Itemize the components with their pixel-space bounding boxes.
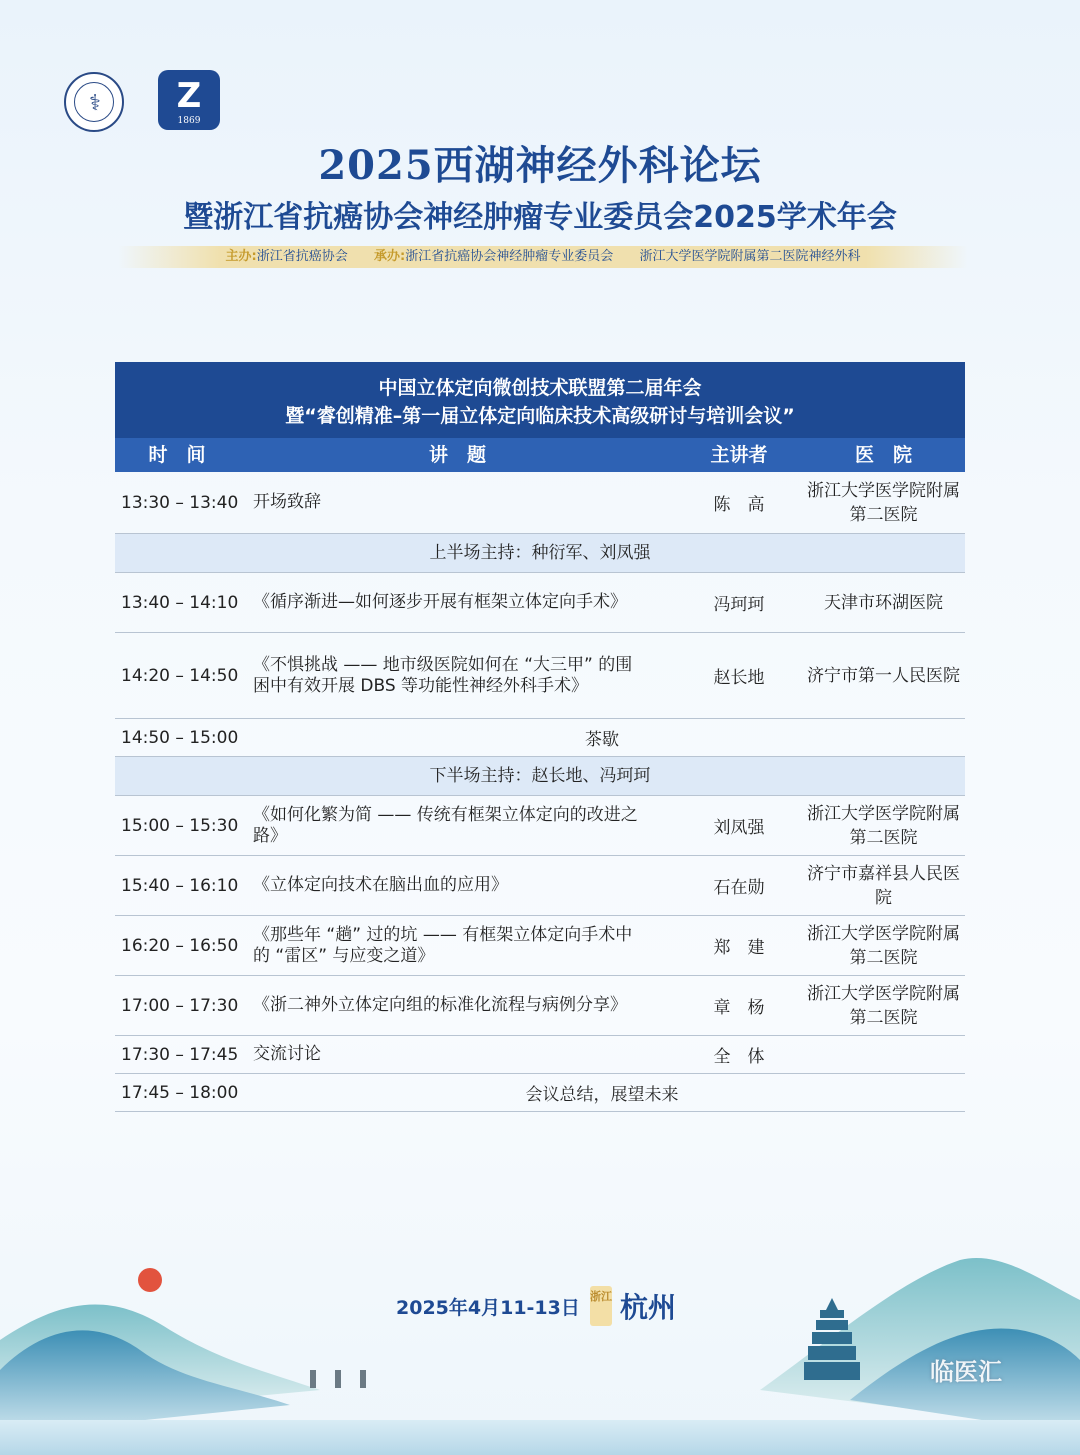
column-header-hospital: 医 院 [854,444,912,466]
association-logo [64,72,124,132]
row-time: 15:00 – 15:30 [121,815,239,836]
column-header-row [115,438,965,472]
lake-water [0,1420,1080,1455]
column-header-time: 时 间 [148,444,206,466]
table-row [115,1074,965,1112]
event-city: 杭州 [620,1291,677,1324]
caduceus-icon: ⚕ [89,90,101,116]
table-row [115,796,965,856]
row-time: 17:45 – 18:00 [121,1082,239,1103]
host-value: 浙江省抗癌协会 [256,249,348,264]
host-label: 主办: [225,249,257,264]
row-summary: 会议总结，展望未来 [525,1085,679,1105]
row-speaker: 郑 建 [713,938,765,958]
column-header-speaker: 主讲者 [710,444,768,466]
row-speaker: 冯珂珂 [713,595,765,615]
association-logo-ring [74,82,114,122]
table-row [115,1036,965,1074]
hospital-logo [158,70,220,130]
table-row [115,633,965,719]
organizer-label: 承办: [373,249,406,264]
schedule-title-line1: 中国立体定向微创技术联盟第二届年会 [378,377,702,399]
event-location [590,1286,676,1326]
row-hospital: 浙江大学医学院附属第二医院 [807,480,960,525]
sub-title: 暨浙江省抗癌协会神经肿瘤专业委员会2025学术年会 [183,200,897,235]
section-host-second-half: 下半场主持：赵长地、冯珂珂 [115,757,965,796]
row-speaker: 刘凤强 [713,818,765,838]
table-row [115,719,965,757]
table-row [115,916,965,976]
schedule-title-line2: 暨“睿创精准–第一届立体定向临床技术高级研讨与培训会议” [285,405,795,427]
row-speaker: 陈 高 [713,495,765,515]
row-speaker: 石在勋 [713,878,765,898]
section-host-first-half: 上半场主持：种衍军、刘凤强 [115,534,965,573]
schedule-title [115,362,965,438]
row-break: 茶歇 [585,730,619,750]
row-topic: 《如何化繁为简 —— 传统有框架立体定向的改进之路》 [253,804,638,846]
row-topic: 《不惧挑战 —— 地市级医院如何在 “大三甲” 的围困中有效开展 DBS 等功能性神经外科手术》 [253,654,633,696]
row-hospital: 浙江大学医学院附属第二医院 [807,803,960,848]
hospital-logo-year: 1869 [177,116,201,126]
row-topic: 开场致辞 [253,492,321,512]
row-speaker: 章 杨 [713,998,765,1018]
lake-towers-icon [310,1370,366,1388]
row-time: 17:30 – 17:45 [121,1044,239,1065]
row-topic: 《那些年 “趟” 过的坑 —— 有框架立体定向手术中的 “雷区” 与应变之道》 [253,924,633,966]
hospital-logo-letter: Z [176,76,202,116]
row-time: 15:40 – 16:10 [121,875,239,896]
pagoda-icon [804,1298,860,1380]
row-hospital: 天津市环湖医院 [824,592,943,613]
row-time: 14:50 – 15:00 [121,727,239,748]
row-time: 17:00 – 17:30 [121,995,239,1016]
main-title: 2025西湖神经外科论坛 [318,142,762,189]
landscape-illustration [0,1220,1080,1455]
organizer-value-2: 浙江大学医学院附属第二医院神经外科 [639,249,861,264]
event-date: 2025年4月11-13日 [396,1297,580,1319]
organizer-value-1: 浙江省抗癌协会神经肿瘤专业委员会 [405,249,614,264]
organizer-bar [118,246,968,268]
row-hospital: 济宁市嘉祥县人民医院 [807,863,960,908]
table-row [115,976,965,1036]
schedule-table [115,362,965,1112]
row-time: 16:20 – 16:50 [121,935,239,956]
table-row [115,472,965,534]
sun-icon [138,1268,162,1292]
row-speaker: 赵长地 [713,668,765,688]
row-hospital: 济宁市第一人民医院 [807,665,960,686]
row-time: 13:30 – 13:40 [121,492,239,513]
column-header-topic: 讲 题 [428,444,486,466]
province-seal: 浙江 [590,1286,612,1326]
row-topic: 《循序渐进—如何逐步开展有框架立体定向手术》 [253,592,627,612]
table-row [115,856,965,916]
row-topic: 交流讨论 [253,1044,321,1064]
row-topic: 《立体定向技术在脑出血的应用》 [253,875,508,895]
row-topic: 《浙二神外立体定向组的标准化流程与病例分享》 [253,995,627,1015]
table-row [115,573,965,633]
row-time: 14:20 – 14:50 [121,665,239,686]
row-time: 13:40 – 14:10 [121,592,239,613]
row-hospital: 浙江大学医学院附属第二医院 [807,983,960,1028]
row-speaker: 全 体 [713,1047,765,1067]
watermark: 临医汇 [930,1358,1002,1386]
row-hospital: 浙江大学医学院附属第二医院 [807,923,960,968]
